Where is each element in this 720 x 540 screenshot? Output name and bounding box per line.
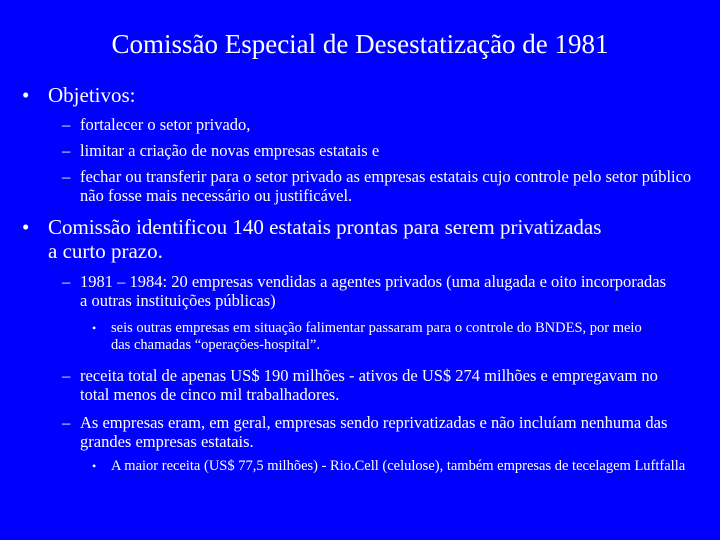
sub-bullet-limitar — [62, 141, 702, 160]
dash-marker: – — [62, 115, 71, 134]
bullet-text: Objetivos: — [48, 83, 136, 107]
bullet-comissao — [22, 215, 602, 263]
sub-bullet-text: receita total de apenas US$ 190 milhões - ativos de US$ 274 milhões e empregavam no total menos de cinco mil trabalhadores. — [80, 366, 658, 404]
sub-bullet-text: fortalecer o setor privado, — [80, 115, 251, 134]
sub-bullet-text: As empresas eram, em geral, empresas sendo reprivatizadas e não incluíam nenhuma das grandes empresas estatais. — [80, 413, 668, 451]
dash-marker: – — [62, 366, 71, 385]
sub-bullet-1981-1984 — [62, 272, 672, 310]
sub-sub-bullet-maior-receita — [92, 458, 692, 475]
sub-bullet-text: fechar ou transferir para o setor privado as empresas estatais cujo controle pelo setor público não fosse mais necessário ou justificável. — [80, 167, 692, 205]
sub-bullet-text: limitar a criação de novas empresas estatais e — [80, 141, 380, 160]
sub-bullet-fortalecer — [62, 115, 702, 134]
bullet-objetivos — [22, 83, 702, 107]
bullet-text: Comissão identificou 140 estatais prontas para serem privatizadas a curto prazo. — [48, 215, 602, 263]
sub-sub-bullet-text: seis outras empresas em situação falimentar passaram para o controle do BNDES, por meio das chamadas “operações-hospital”. — [111, 320, 642, 353]
bullet-marker: • — [22, 215, 30, 239]
bullet-marker: • — [22, 83, 30, 107]
sub-sub-bullet-seis — [92, 320, 652, 354]
sub-bullet-text: 1981 – 1984: 20 empresas vendidas a agentes privados (uma alugada e oito incorporadas a outras instituições públicas) — [80, 272, 667, 310]
sub-bullet-empresas — [62, 413, 672, 451]
dash-marker: – — [62, 141, 71, 160]
sub-bullet-fechar — [62, 167, 714, 205]
sub-bullet-receita — [62, 366, 672, 404]
bullet-marker: • — [92, 321, 97, 335]
slide-title: Comissão Especial de Desestatização de 1981 — [111, 29, 609, 59]
dash-marker: – — [62, 272, 71, 291]
dash-marker: – — [62, 413, 71, 432]
bullet-marker: • — [92, 459, 97, 473]
sub-sub-bullet-text: A maior receita (US$ 77,5 milhões) - Rio.Cell (celulose), também empresas de tecelagem Luftfalla — [111, 458, 686, 474]
dash-marker: – — [62, 167, 71, 186]
